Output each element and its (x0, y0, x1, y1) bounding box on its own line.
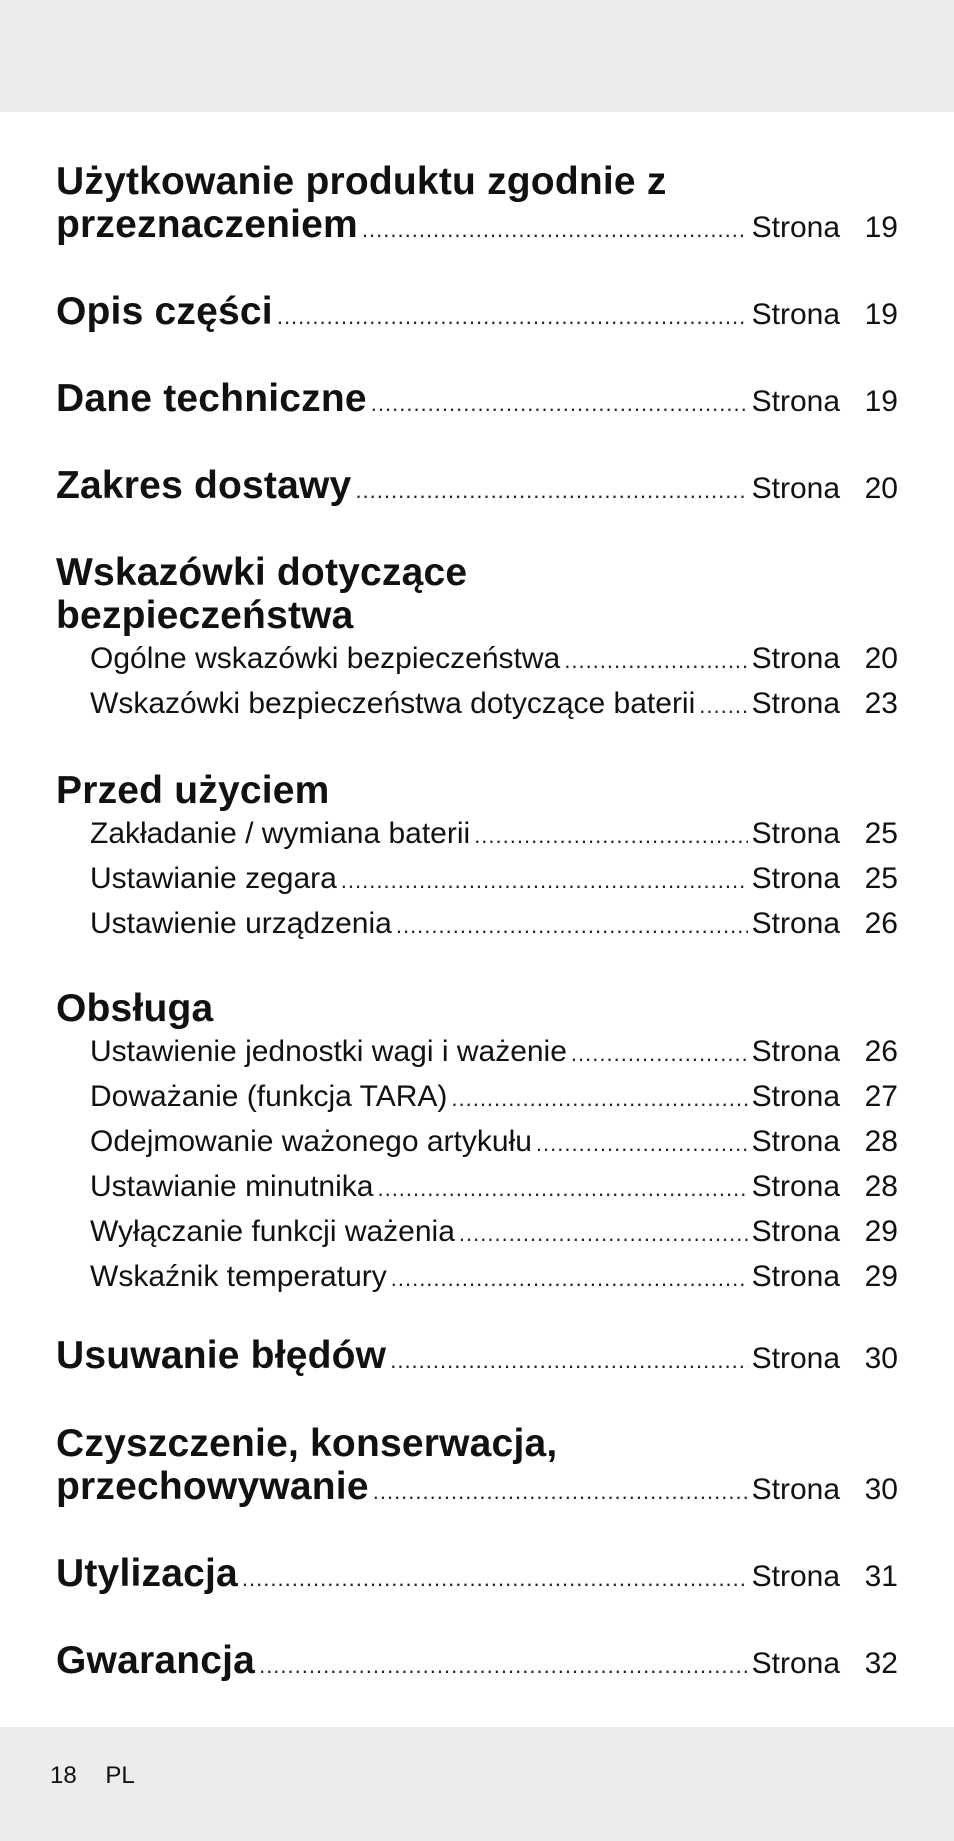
toc-entry-troubleshooting[interactable] (56, 1334, 898, 1377)
toc-entry-before-use (56, 769, 898, 947)
toc-heading: Dane techniczne (56, 377, 367, 420)
dot-leader (396, 904, 748, 947)
page-ref: Strona 30 (751, 1342, 898, 1375)
dot-leader (341, 859, 748, 902)
dot-leader (474, 814, 747, 857)
toc-subentry[interactable] (56, 902, 898, 947)
page-ref: Strona 26 (751, 907, 898, 940)
page-number: 18 (50, 1762, 77, 1789)
dot-leader (355, 478, 747, 504)
toc-heading-line2: przeznaczeniem (56, 203, 358, 246)
toc-heading: Usuwanie błędów (56, 1334, 387, 1377)
page-ref: Strona 28 (751, 1170, 898, 1203)
toc-subentry[interactable] (56, 857, 898, 902)
toc-subentry[interactable] (56, 1120, 898, 1165)
toc-entry-safety (56, 551, 898, 727)
page-ref: Strona 23 (751, 687, 898, 720)
dot-leader (571, 1032, 748, 1075)
page-ref: Strona 29 (751, 1260, 898, 1293)
toc-heading: Opis części (56, 290, 273, 333)
dot-leader (242, 1566, 748, 1592)
toc-entry-operation (56, 987, 898, 1300)
toc-subentry[interactable] (56, 637, 898, 682)
page-ref: Strona 19 (751, 211, 898, 244)
toc-subheading: Ogólne wskazówki bezpieczeństwa (90, 642, 561, 675)
toc-heading: Przed użyciem (56, 769, 330, 812)
toc-entry-delivery[interactable] (56, 464, 898, 507)
page-ref: Strona 27 (751, 1080, 898, 1113)
dot-leader (259, 1653, 748, 1679)
toc-heading-line1: Wskazówki dotyczące (56, 551, 468, 594)
dot-leader (451, 1077, 747, 1120)
toc-subheading: Ustawianie minutnika (90, 1170, 374, 1203)
toc-heading: Gwarancja (56, 1639, 256, 1682)
page-ref: Strona 29 (751, 1215, 898, 1248)
page-ref: Strona 25 (751, 817, 898, 850)
toc-subentry[interactable] (56, 812, 898, 857)
page-ref: Strona 19 (751, 298, 898, 331)
page-footer (50, 1762, 157, 1790)
toc-entry-intended-use[interactable] (56, 160, 898, 246)
toc-entry-parts[interactable] (56, 290, 898, 333)
toc-subentry[interactable] (56, 682, 898, 727)
toc-subentry[interactable] (56, 1210, 898, 1255)
toc-subheading: Odejmowanie ważonego artykułu (90, 1125, 532, 1158)
toc-subentry[interactable] (56, 1030, 898, 1075)
toc-subheading: Ustawienie urządzenia (90, 907, 392, 940)
dot-leader (699, 684, 747, 727)
dot-leader (564, 639, 747, 682)
page-ref: Strona 20 (751, 642, 898, 675)
page-ref: Strona 20 (751, 472, 898, 505)
toc-heading: Utylizacja (56, 1552, 238, 1595)
toc-heading-line2: bezpieczeństwa (56, 594, 354, 637)
page-ref: Strona 26 (751, 1035, 898, 1068)
toc-entry-technical-data[interactable] (56, 377, 898, 420)
toc-entry-warranty[interactable] (56, 1639, 898, 1682)
dot-leader (371, 391, 748, 417)
toc-subheading: Wyłączanie funkcji ważenia (90, 1215, 455, 1248)
page-ref: Strona 28 (751, 1125, 898, 1158)
dot-leader (373, 1479, 748, 1505)
toc-subheading: Zakładanie / wymiana baterii (90, 817, 471, 850)
toc-heading-line2: przechowywanie (56, 1465, 369, 1508)
page-ref: Strona 19 (751, 385, 898, 418)
dot-leader (536, 1122, 748, 1165)
toc-subheading: Wskaźnik temperatury (90, 1260, 387, 1293)
page-ref: Strona 25 (751, 862, 898, 895)
page-ref: Strona 31 (751, 1560, 898, 1593)
toc-subentry[interactable] (56, 1075, 898, 1120)
dot-leader (391, 1257, 748, 1300)
page-ref: Strona 30 (751, 1473, 898, 1506)
toc-entry-cleaning[interactable] (56, 1422, 898, 1508)
toc-heading: Obsługa (56, 987, 214, 1030)
dot-leader (277, 304, 748, 330)
dot-leader (377, 1167, 747, 1210)
toc-subheading: Wskazówki bezpieczeństwa dotyczące baterii (90, 687, 696, 720)
toc-heading-line1: Użytkowanie produktu zgodnie z (56, 160, 667, 203)
dot-leader (459, 1212, 748, 1255)
language-code: PL (105, 1762, 135, 1789)
dot-leader (390, 1348, 747, 1374)
toc-subentry[interactable] (56, 1165, 898, 1210)
toc-subentry[interactable] (56, 1255, 898, 1300)
toc-heading: Zakres dostawy (56, 464, 352, 507)
dot-leader (362, 217, 748, 243)
page-ref: Strona 32 (751, 1647, 898, 1680)
toc-subheading: Doważanie (funkcja TARA) (90, 1080, 448, 1113)
toc-heading-line1: Czyszczenie, konserwacja, (56, 1422, 558, 1465)
top-band (0, 0, 954, 112)
toc-subheading: Ustawianie zegara (90, 862, 337, 895)
toc-subheading: Ustawienie jednostki wagi i ważenie (90, 1035, 567, 1068)
toc-entry-disposal[interactable] (56, 1552, 898, 1595)
